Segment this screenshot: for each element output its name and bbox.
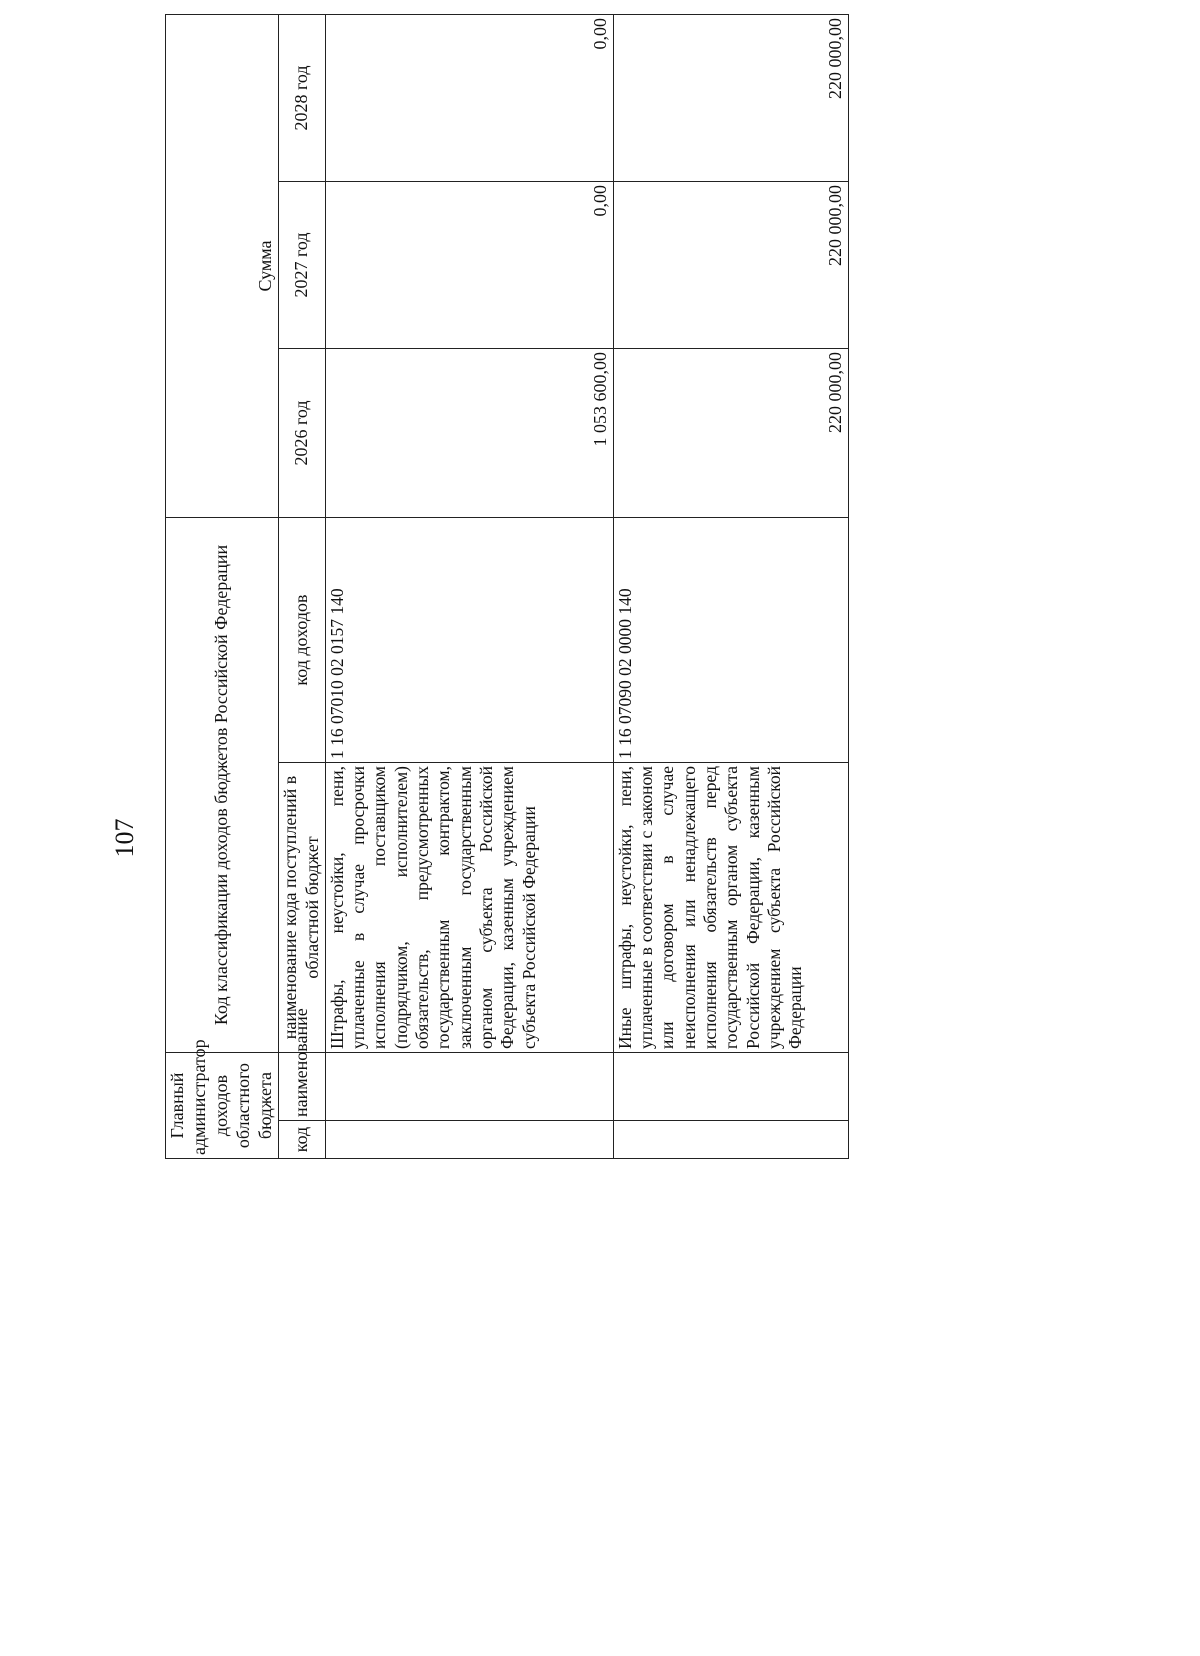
row-income-name: Штрафы, неустойки, пени, уплаченные в случае просрочки исполнения поставщиком (подрядчиком, исполнителем) обязательств, предусмотренных государственным контрактом, заключенным государственным органом субъекта Российской Федерации, казенным учреждением субъекта Российской Федерации — [325, 763, 613, 1053]
income-table — [165, 14, 849, 1159]
row-admin-code — [613, 1121, 848, 1159]
header-admin-code: код — [278, 1121, 325, 1159]
row-sum-2028: 220 000,00 — [613, 14, 848, 181]
header-row-1 — [166, 14, 279, 1158]
header-income-code: код доходов — [278, 518, 325, 763]
header-income-name: наименование кода поступлений в областной бюджет — [278, 763, 325, 1053]
row-admin-name — [613, 1053, 848, 1121]
table-row — [613, 14, 848, 1158]
row-admin-code — [325, 1121, 613, 1159]
header-year-2028: 2028 год — [278, 14, 325, 181]
rotated-table-wrapper — [165, 17, 845, 1159]
row-sum-2026: 220 000,00 — [613, 349, 848, 518]
rotated-table-inner — [165, 17, 845, 1159]
header-year-2026: 2026 год — [278, 349, 325, 518]
row-income-name: Иные штрафы, неустойки, пени, уплаченные в соответствии с законом или договором в случае неисполнения или ненадлежащего исполнения обязательств перед государственным органом субъекта Российской Федерации, казенным учреждением субъекта Российской Федерации — [613, 763, 848, 1053]
header-classification-group: Код классификации доходов бюджетов Российской Федерации — [166, 518, 279, 1053]
header-admin-name: наименование — [278, 1053, 325, 1121]
row-income-code: 1 16 07010 02 0157 140 — [325, 518, 613, 763]
row-sum-2027: 220 000,00 — [613, 182, 848, 349]
row-sum-2028: 0,00 — [325, 14, 613, 181]
row-sum-2026: 1 053 600,00 — [325, 349, 613, 518]
page-number: 107 — [110, 818, 139, 858]
row-sum-2027: 0,00 — [325, 182, 613, 349]
header-sum-group: Сумма — [166, 14, 279, 517]
header-admin-group: Главный администратор доходов областного бюджета — [166, 1053, 279, 1159]
header-row-2 — [278, 14, 325, 1158]
header-year-2027: 2027 год — [278, 182, 325, 349]
table-row — [325, 14, 613, 1158]
row-income-code: 1 16 07090 02 0000 140 — [613, 518, 848, 763]
row-admin-name — [325, 1053, 613, 1121]
